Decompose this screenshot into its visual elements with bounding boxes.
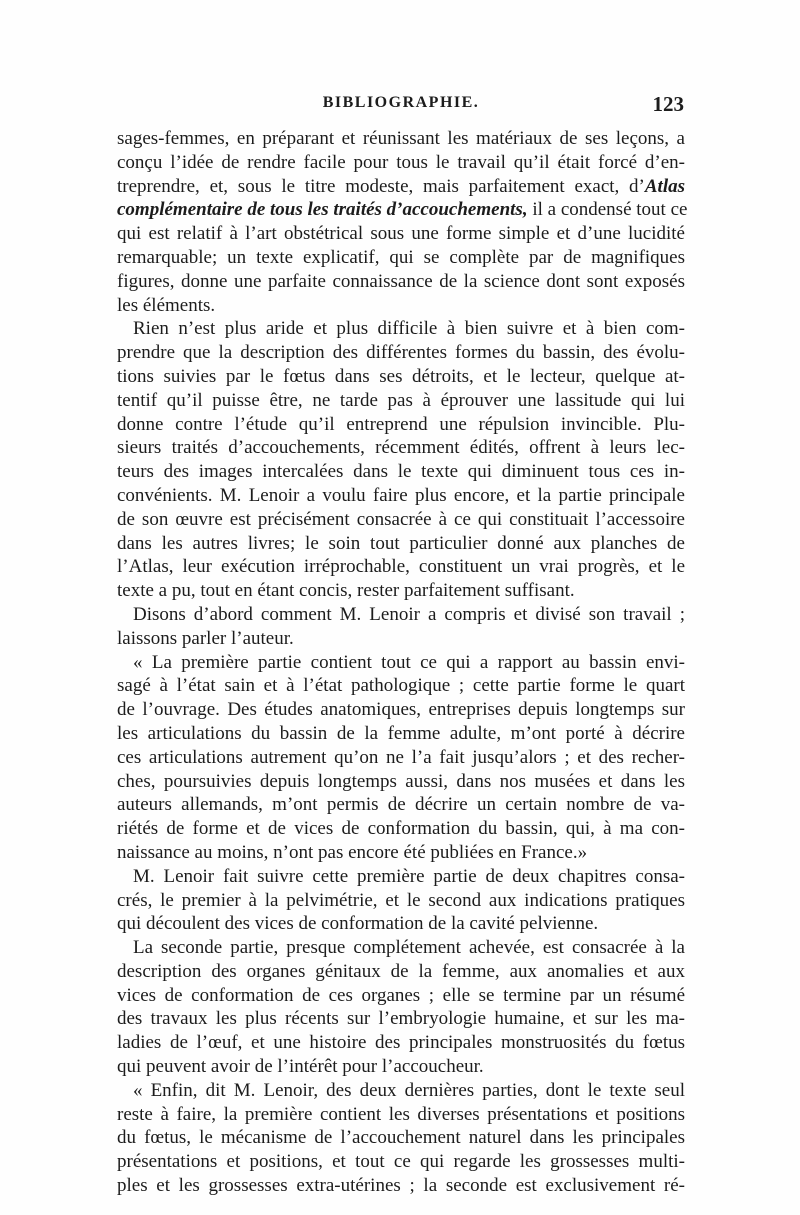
italic-title: complémentaire de tous les traités d’accouchements, [117, 199, 528, 221]
text-line [117, 508, 685, 532]
line-text: texte a pu, tout en étant concis, rester parfaitement suffisant. [117, 580, 575, 602]
line-text: naissance au moins, n’ont pas encore été publiées en France.» [117, 841, 588, 863]
line-text: description des organes génitaux de la femme, aux anomalies et aux [117, 960, 685, 982]
line-text: « La première partie contient tout ce qui a rapport au bassin envi- [133, 651, 685, 673]
italic-title: Atlas [644, 175, 685, 197]
line-text: qui découlent des vices de conformation de la cavité pelvienne. [117, 913, 599, 935]
text-line [117, 294, 685, 318]
line-text: qui peuvent avoir de l’intérêt pour l’accoucheur. [117, 1056, 484, 1078]
running-title: BIBLIOGRAPHIE. [322, 94, 480, 111]
line-text: La seconde partie, presque complétement achevée, est consacrée à la [133, 937, 685, 959]
text-line [117, 960, 685, 984]
line-text: ces articulations autrement qu’on ne l’a fait jusqu’alors ; et des recher- [117, 746, 685, 768]
text-line [117, 270, 685, 294]
text-line [117, 1103, 685, 1127]
line-text: sages-femmes, en préparant et réunissant les matériaux de ses leçons, a [117, 128, 685, 149]
text-line [117, 198, 688, 222]
text-line [117, 365, 685, 389]
line-text: donne contre l’étude qu’il entreprend une répulsion invincible. Plu- [117, 413, 685, 435]
text-line [117, 770, 685, 794]
text-line [117, 341, 685, 365]
text-line [117, 127, 685, 151]
text-line [117, 817, 685, 841]
text-line [117, 484, 685, 508]
line-text: remarquable; un texte explicatif, qui se complète par de magnifiques [117, 246, 685, 268]
text-line [117, 841, 685, 865]
text-line [117, 175, 685, 199]
text-line [117, 674, 685, 698]
line-text: sieurs traités d’accouchements, récemment édités, offrent à leurs lec- [117, 437, 685, 459]
line-text: Rien n’est plus aride et plus difficile à bien suivre et à bien com- [133, 318, 685, 340]
line-text: auteurs allemands, m’ont permis de décrire un certain nombre de va- [117, 794, 685, 816]
text-line [117, 936, 685, 960]
line-text: tions suivies par le fœtus dans ses détroits, et le lecteur, quelque at- [117, 365, 685, 387]
text-line [117, 722, 685, 746]
page-number: 123 [652, 92, 684, 116]
text-line [117, 460, 685, 484]
line-text: les éléments. [117, 294, 216, 316]
text-line [117, 555, 685, 579]
text-line [117, 1126, 685, 1150]
line-text: M. Lenoir fait suivre cette première partie de deux chapitres consa- [133, 865, 685, 887]
text-line [117, 246, 685, 270]
text-line [117, 436, 685, 460]
line-text: prendre que la description des différentes formes du bassin, des évolu- [117, 342, 685, 364]
line-text: sagé à l’état sain et à l’état pathologique ; cette partie forme le quart [117, 675, 685, 697]
text-line [117, 1031, 685, 1055]
text-line [117, 1055, 685, 1079]
body-text [117, 127, 688, 1198]
text-line [117, 793, 685, 817]
text-line [117, 413, 685, 437]
line-text: du fœtus, le mécanisme de l’accouchement naturel dans les principales [117, 1127, 685, 1149]
line-text: des travaux les plus récents sur l’embryologie humaine, et sur les ma- [117, 1008, 685, 1030]
line-text: qui est relatif à l’art obstétrical sous une forme simple et d’une lucidité [117, 223, 685, 245]
text-line [117, 865, 685, 889]
line-text: teurs des images intercalées dans le texte qui diminuent tous ces in- [117, 461, 685, 483]
line-text: tentif qu’il puisse être, ne tarde pas à éprouver une lassitude qui lui [117, 389, 685, 411]
line-text: Disons d’abord comment M. Lenoir a compris et divisé son travail ; [133, 603, 685, 625]
text-line [117, 1150, 685, 1174]
line-text: ladies de l’œuf, et une histoire des principales monstruosités du fœtus [117, 1032, 685, 1054]
text-line [117, 698, 685, 722]
line-text: figures, donne une parfaite connaissance de la science dont sont exposés [117, 270, 685, 292]
text-line [117, 222, 685, 246]
line-text: « Enfin, dit M. Lenoir, des deux dernières parties, dont le texte seul [133, 1079, 685, 1101]
line-text: convénients. M. Lenoir a voulu faire plus encore, et la partie principale [117, 484, 685, 506]
text-line [117, 603, 685, 627]
line-text: laissons parler l’auteur. [117, 627, 294, 649]
text-line [117, 746, 685, 770]
text-line [117, 627, 685, 651]
text-line [117, 151, 685, 175]
text-line [117, 579, 685, 603]
text-line [117, 1174, 685, 1198]
line-text: il a condensé tout ce [527, 199, 688, 221]
text-line [117, 889, 685, 913]
running-head [118, 94, 684, 120]
text-line [117, 912, 685, 936]
text-line [117, 1079, 685, 1103]
text-line [117, 651, 685, 675]
text-line [117, 984, 685, 1008]
line-text: crés, le premier à la pelvimétrie, et le second aux indications pratiques [117, 889, 685, 911]
line-text: treprendre, et, sous le titre modeste, mais parfaitement exact, d’ [117, 175, 645, 197]
line-text: riétés de forme et de vices de conformation du bassin, qui, à ma con- [117, 818, 685, 840]
text-line [117, 532, 685, 556]
text-line [117, 389, 685, 413]
line-text: ples et les grossesses extra-utérines ; la seconde est exclusivement ré- [117, 1175, 685, 1197]
line-text: de l’ouvrage. Des études anatomiques, entreprises depuis longtemps sur [117, 699, 685, 721]
line-text: l’Atlas, leur exécution irréprochable, constituent un vrai progrès, et le [117, 556, 685, 578]
line-text: de son œuvre est précisément consacrée à ce qui constituait l’accessoire [117, 508, 685, 530]
line-text: ches, poursuivies depuis longtemps aussi, dans nos musées et dans les [117, 770, 685, 792]
line-text: présentations et positions, et tout ce qui regarde les grossesses multi- [117, 1151, 685, 1173]
line-text: reste à faire, la première contient les diverses présentations et positions [117, 1103, 685, 1125]
line-text: les articulations du bassin de la femme adulte, m’ont porté à décrire [117, 722, 685, 744]
line-text: dans les autres livres; le soin tout particulier donné aux planches de [117, 532, 685, 554]
line-text: vices de conformation de ces organes ; elle se termine par un résumé [117, 984, 685, 1006]
text-line [117, 1007, 685, 1031]
text-line [117, 317, 685, 341]
line-text: conçu l’idée de rendre facile pour tous le travail qu’il était forcé d’en- [117, 151, 685, 173]
